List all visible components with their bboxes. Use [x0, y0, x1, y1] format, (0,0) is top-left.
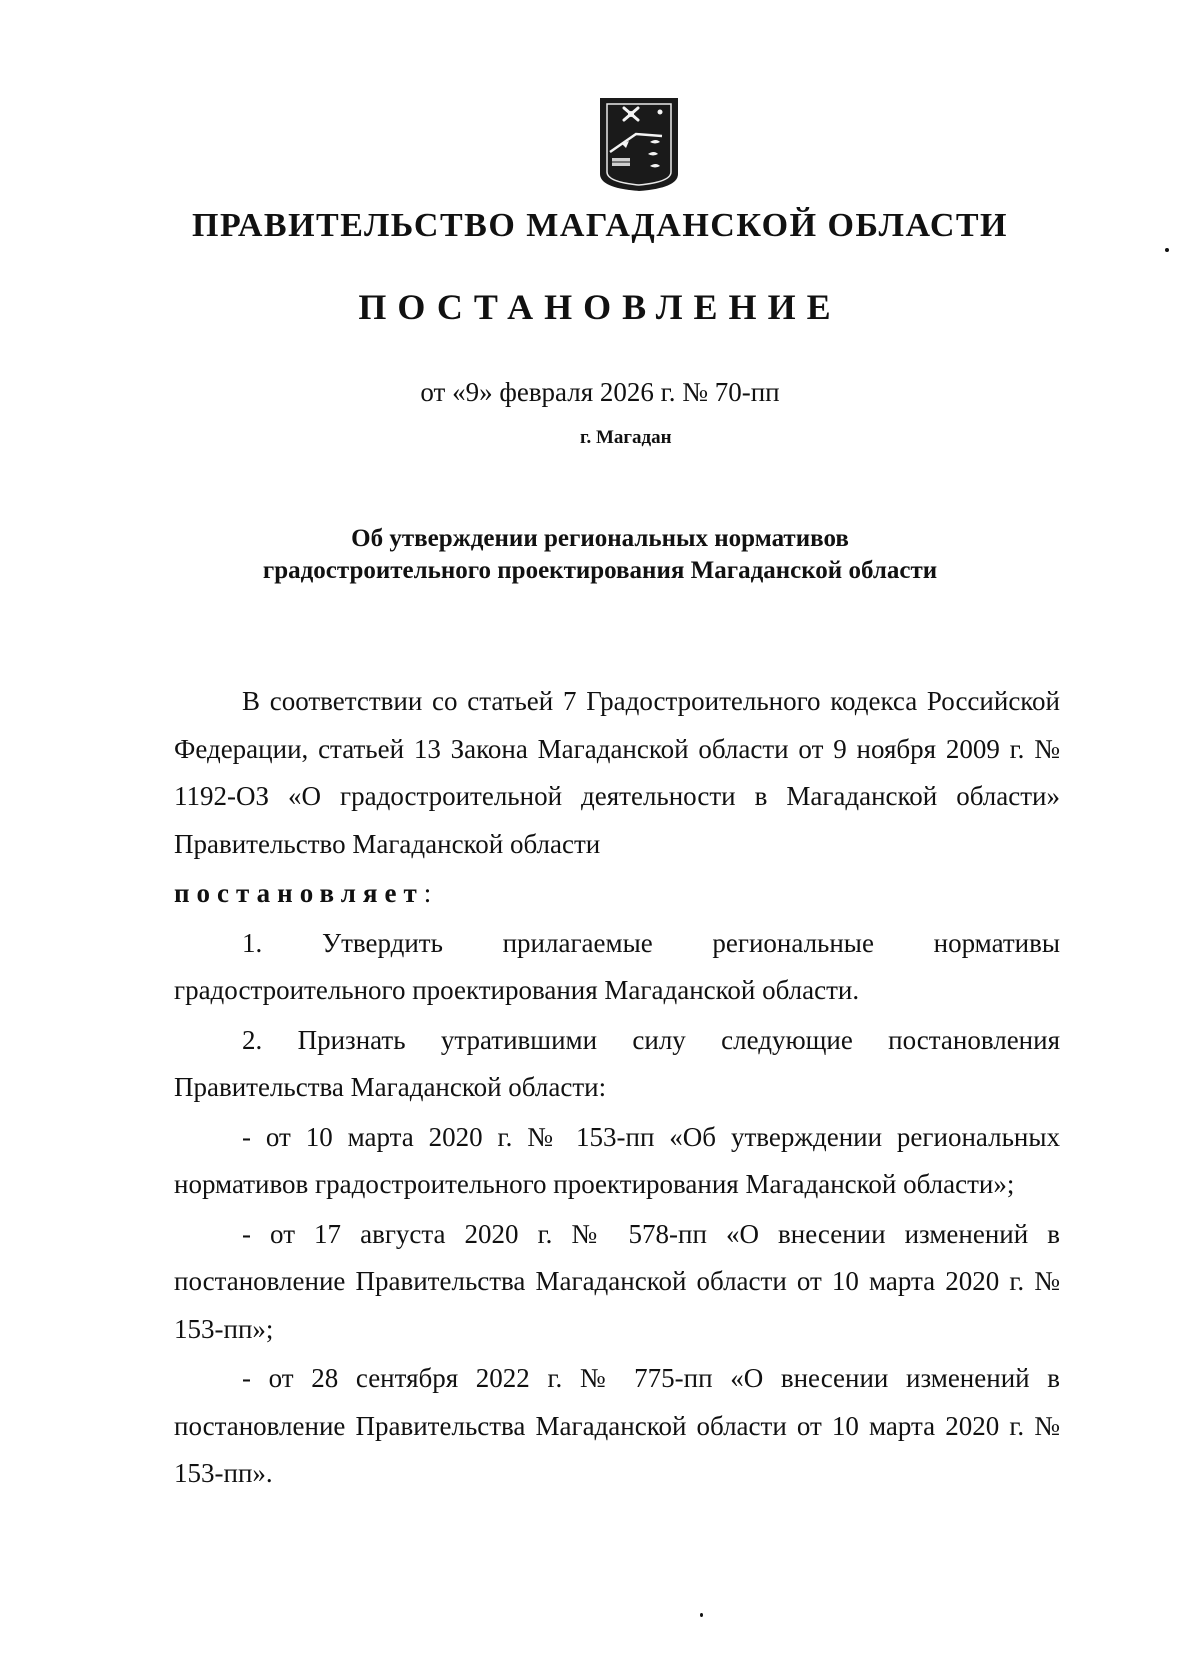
list-item: 1. Утвердить прилагаемые региональные нормативы градостроительного проектирования Магаданской области. [174, 927, 1060, 1005]
scan-speck [700, 1613, 703, 1617]
preamble-text: В соответствии со статьей 7 Градостроительного кодекса Российской Федерации, статьей 13 Закона Магаданской области от 9 ноября 2009 г. № 1192-ОЗ «О градостроительной деятельности в Магаданской области» Правительство Магаданской области [174, 686, 1060, 859]
resolves-colon: : [423, 878, 432, 908]
document-city: г. Магадан [580, 427, 672, 448]
document-type: ПОСТАНОВЛЕНИЕ [358, 287, 842, 327]
list-item: 2. Признать утратившими силу следующие постановления Правительства Магаданской области: [174, 1024, 1060, 1102]
resolves-paragraph [174, 870, 1060, 918]
list-item: - от 10 марта 2020 г. № 153-пп «Об утверждении региональных нормативов градостроительного проектирования Магаданской области»; [174, 1121, 1060, 1199]
scan-speck [1165, 248, 1169, 252]
document-title [0, 523, 1200, 587]
document-body [174, 678, 1060, 1500]
preamble-paragraph [174, 678, 1060, 868]
organization-name: ПРАВИТЕЛЬСТВО МАГАДАНСКОЙ ОБЛАСТИ [192, 207, 1008, 244]
document-title-line: Об утверждении региональных нормативов [351, 525, 849, 552]
resolves-word: постановляет [174, 878, 424, 908]
list-item: - от 28 сентября 2022 г. № 775-пп «О внесении изменений в постановление Правительства Магаданской области от 10 марта 2020 г. № 153-пп». [174, 1363, 1060, 1488]
document-title-line: градостроительного проектирования Магаданской области [262, 557, 938, 584]
coat-of-arms-icon [598, 96, 680, 192]
list-item: - от 17 августа 2020 г. № 578-пп «О внесении изменений в постановление Правительства Магаданской области от 10 марта 2020 г. № 153-пп»; [174, 1218, 1060, 1344]
document-date-number: от «9» февраля 2026 г. № 70-пп [420, 377, 780, 407]
